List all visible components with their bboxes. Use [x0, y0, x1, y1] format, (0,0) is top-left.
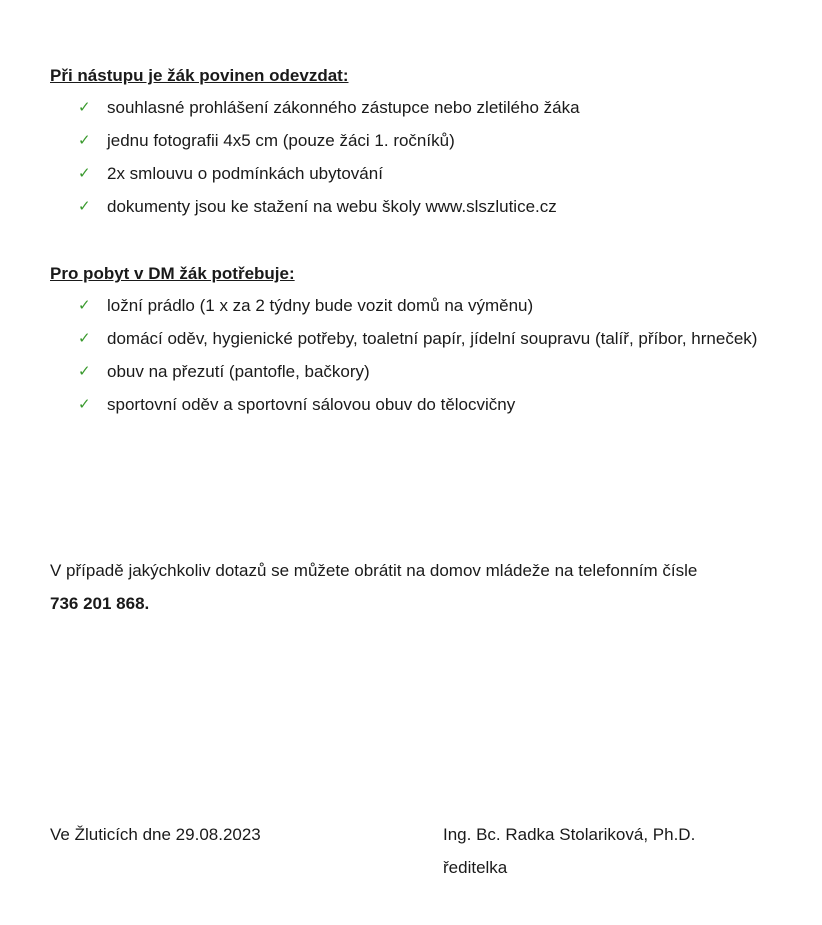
- section-heading-stay: Pro pobyt v DM žák potřebuje:: [50, 264, 295, 283]
- checkmark-icon: ✓: [78, 329, 91, 347]
- signatory-name: Ing. Bc. Radka Stolariková, Ph.D.: [443, 825, 696, 844]
- list-item-text: jednu fotografii 4x5 cm (pouze žáci 1. ročníků): [107, 131, 455, 150]
- stay-checklist: [78, 289, 778, 421]
- contact-paragraph: [50, 554, 780, 620]
- list-item: [78, 190, 778, 223]
- list-item: [78, 289, 778, 322]
- checkmark-icon: ✓: [78, 296, 91, 314]
- list-item-text: dokumenty jsou ke stažení na webu školy www.slszlutice.cz: [107, 197, 557, 216]
- checkmark-icon: ✓: [78, 164, 91, 182]
- signatory-role: ředitelka: [443, 858, 508, 877]
- list-item: [78, 124, 778, 157]
- checkmark-icon: ✓: [78, 98, 91, 116]
- section-heading-handover: Při nástupu je žák povinen odevzdat:: [50, 66, 349, 85]
- checkmark-icon: ✓: [78, 131, 91, 149]
- list-item: [78, 157, 778, 190]
- contact-text: V případě jakýchkoliv dotazů se můžete obrátit na domov mládeže na telefonním čísle: [50, 561, 698, 580]
- signature-block: [443, 818, 695, 884]
- list-item: [78, 322, 778, 355]
- checkmark-icon: ✓: [78, 395, 91, 413]
- list-item: [78, 388, 778, 421]
- phone-number: 736 201 868.: [50, 594, 150, 613]
- checkmark-icon: ✓: [78, 362, 91, 380]
- list-item-text: obuv na přezutí (pantofle, bačkory): [107, 362, 370, 381]
- checkmark-icon: ✓: [78, 197, 91, 215]
- handover-checklist: [78, 91, 778, 223]
- list-item: [78, 355, 778, 388]
- place-date: Ve Žluticích dne 29.08.2023: [50, 825, 261, 844]
- list-item-text: ložní prádlo (1 x za 2 týdny bude vozit domů na výměnu): [107, 296, 534, 315]
- list-item-text: souhlasné prohlášení zákonného zástupce nebo zletilého žáka: [107, 98, 580, 117]
- list-item-text: sportovní oděv a sportovní sálovou obuv do tělocvičny: [107, 395, 516, 414]
- list-item-text: domácí oděv, hygienické potřeby, toaletní papír, jídelní soupravu (talíř, příbor, hrneček): [107, 329, 758, 348]
- list-item: [78, 91, 778, 124]
- list-item-text: 2x smlouvu o podmínkách ubytování: [107, 164, 383, 183]
